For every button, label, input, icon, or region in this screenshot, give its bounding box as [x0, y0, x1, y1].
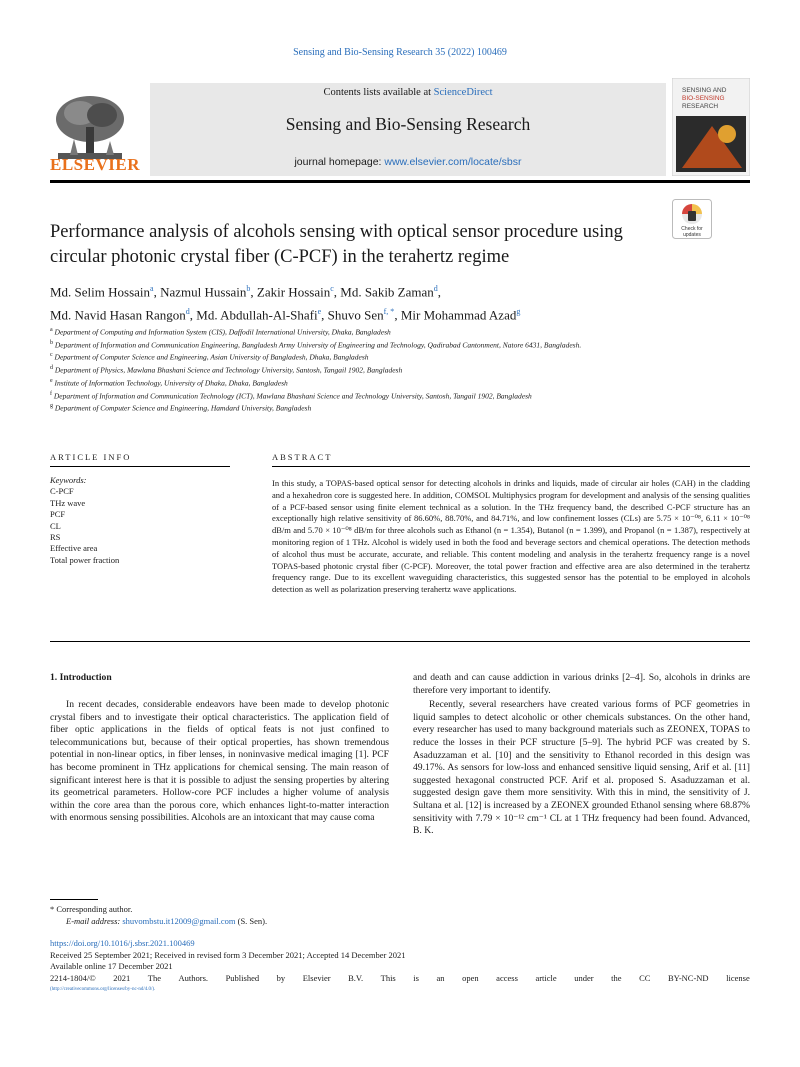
journal-homepage	[150, 156, 666, 168]
check-updates-line-2: updates	[683, 232, 701, 238]
contents-available	[150, 87, 666, 98]
doi-link[interactable]: https://doi.org/10.1016/j.sbsr.2021.100469	[50, 938, 195, 948]
journal-masthead	[150, 83, 666, 176]
elsevier-wordmark: ELSEVIER	[50, 155, 140, 174]
license-word: 2214-1804/©	[50, 972, 96, 983]
author-name: Md. Abdullah-Al-Shafi	[196, 307, 318, 323]
author-affiliation-marker[interactable]: e	[317, 307, 322, 317]
affiliation-key: b	[50, 339, 53, 346]
abstract-divider	[272, 466, 750, 467]
keywords-label: Keywords:	[50, 475, 87, 485]
introduction-paragraph: Recently, several researchers have created various forms of PCF geometries in liquid samples to detect alcoholic or other chemicals substances. On the other hand, every researcher has used to many background materials such as ZEONEX, TOPAS to reduce the losses in their PCF structure [5–9]. The hybrid PCF was created by S. Asaduzzaman et al. [10] and the sensitivity to Ethanol recorded in this design was 49.17%. As sensors for low-loss and enhanced sensitive liquid sensing, Arif et al. [11] suggested hexagonal constructed PCF. Arif et al. proposed S. Asaduzzaman et al. suggested design gave them more sensitivity. With this in mind, the sensitivity of J. Sultana et al. [12] is increased by a ZEONEX grounded Ethanol sensing where 68.87% sensitivity with 7.79 × 10⁻¹² cm⁻¹ CL at 1 THz frequency had been found. Advanced, B. K.	[413, 699, 750, 837]
affiliation-item	[50, 338, 750, 351]
author-affiliation-marker[interactable]: f, *	[383, 307, 395, 317]
introduction-column-right	[413, 672, 750, 838]
license-word: under	[574, 972, 594, 983]
license-word: The	[147, 972, 161, 983]
journal-cover-thumbnail	[672, 78, 750, 176]
keyword-item: C-PCF	[50, 486, 74, 497]
license-word: This	[380, 972, 396, 983]
cover-line-2: BIO-SENSING	[682, 95, 725, 102]
email-label: E-mail address:	[66, 916, 123, 926]
affiliation-item	[50, 363, 750, 376]
contents-prefix: Contents lists available at	[323, 87, 434, 98]
author-name: Zakir Hossain	[256, 284, 331, 300]
affiliation-text: Department of Computer Science and Engineering, Hamdard University, Bangladesh	[54, 403, 312, 413]
keyword-item: PCF	[50, 509, 66, 520]
available-online: Available online 17 December 2021	[50, 961, 173, 971]
sciencedirect-link[interactable]: ScienceDirect	[433, 87, 493, 98]
author-affiliation-marker[interactable]: c	[330, 284, 334, 293]
author-name: Nazmul Hussain	[160, 284, 247, 300]
introduction-paragraph-left: In recent decades, considerable endeavors have been made to develop photonic crystal fibers and to investigate their optical characteristics. The application field of fiber optic applications in the fields of optical feats is not just confined to telecommunications but, because of their optical properties, has shown tremendous potential in non-linear optics, in fiber lenses, in noninvasive medical imaging [1]. PCF has become prominent in THz applications for chemical sensing. The main reason of significant interest here is that it is possible to adjust the sensing properties by altering its geometrical parameters. Hollow-core PCF includes a higher volume of analysis within the core area than the porous core, which enhances light-to-matter interaction with enormous sensing possibilities. Alcohols are an intoxicant that may cause coma	[50, 699, 389, 824]
affiliation-item	[50, 401, 750, 414]
license-url-link[interactable]: (http://creativecommons.org/licenses/by-nc-nd/4.0/).	[50, 987, 156, 992]
affiliation-list	[50, 325, 750, 414]
check-updates-line-1: Check for	[681, 226, 703, 232]
affiliation-text: Department of Information and Communication Engineering, Bangladesh Army University of Engineering and Technology, Qadirabad Cantonment, Natore 6431, Bangladesh.	[54, 340, 582, 350]
check-for-updates-icon[interactable]	[672, 199, 712, 239]
email-line	[50, 915, 390, 927]
author-name: Md. Selim Hossain	[50, 284, 151, 300]
article-footer	[50, 938, 750, 996]
keywords-block	[50, 475, 230, 566]
author-name: Md. Navid Hasan Rangon	[50, 307, 186, 323]
header-divider	[50, 180, 750, 183]
corresponding-author-note: * Corresponding author.	[50, 904, 133, 914]
article-info-heading: ARTICLE INFO	[50, 452, 132, 462]
license-word: access	[496, 972, 518, 983]
license-word: license	[726, 972, 750, 983]
keyword-item: Effective area	[50, 543, 98, 554]
license-word: CC	[639, 972, 651, 983]
cover-line-1: SENSING AND	[682, 87, 727, 94]
license-word: 2021	[113, 972, 131, 983]
affiliation-key: c	[50, 352, 53, 359]
affiliation-key: g	[50, 403, 53, 410]
license-statement	[50, 973, 750, 985]
affiliation-key: e	[50, 377, 53, 384]
footnote	[50, 903, 390, 927]
author-affiliation-marker[interactable]: a	[150, 284, 154, 293]
author-name: Md. Sakib Zaman	[340, 284, 434, 300]
affiliation-text: Department of Computer Science and Engineering, Asian University of Bangladesh, Dhaka, Bangladesh	[54, 352, 369, 362]
email-suffix: (S. Sen).	[235, 916, 268, 926]
received-dates: Received 25 September 2021; Received in revised form 3 December 2021; Accepted 14 December 2021	[50, 949, 406, 960]
footnote-divider	[50, 899, 98, 900]
affiliation-item	[50, 325, 750, 338]
affiliation-item	[50, 350, 750, 363]
article-info-divider	[50, 466, 230, 467]
homepage-prefix: journal homepage:	[294, 156, 385, 168]
abstract-bottom-divider	[50, 641, 750, 642]
journal-title: Sensing and Bio-Sensing Research	[285, 114, 531, 134]
keyword-item: Total power fraction	[50, 554, 120, 565]
cover-line-3: RESEARCH	[682, 103, 719, 110]
author-affiliation-marker[interactable]: d	[185, 307, 190, 317]
license-word: the	[611, 972, 622, 983]
affiliation-item	[50, 389, 750, 402]
author-name: Mir Mohammad Azad	[400, 307, 517, 323]
license-word: Elsevier	[302, 972, 331, 983]
license-word: article	[535, 972, 557, 983]
abstract-text: In this study, a TOPAS-based optical sensor for detecting alcohols in drinks and liquids, made of circular air holes (CAH) in the cladding and a hexahedron core is suggested here. In addition, COMSOL Multiphysics program for development and analysis of the sensing qualities of a PCF-based sensor using finite element technical as a solution. In the THz frequency band, the described C-PCF structure has an exceptionally high relative sensitivity of 86.60%, 88.70%, and 84.71%, and low confinement losses (CLs) are 5.75 × 10⁻⁰⁸, 6.11 × 10⁻⁰⁸ dB/m and 5.70 × 10⁻⁰⁸ dB/m for three alcohols such as Ethanol (n = 1.354), Butanol (n = 1.399), and Propanol (n = 1.387), respectively at monitoring region of 1 THz. Alcohol is widely used in both the food and beverage sectors and chemical operations. The detection methods of alcohol thus must be accurate, accurate, and reliable. This content modeling and analysis in the terahertz frequency range is a novel TOPAS-based photonic crystal fiber (C-PCF). Moreover, the total power fraction and effective area are also determined in the terahertz frequency range. Due to its excellent waveguiding characteristics, this suggested sensor has the potential to be employed in alcohols detection as well as polarization preserving terahertz wave applications.	[272, 478, 750, 595]
affiliation-text: Department of Computing and Information System (CIS), Daffodil International University, Dhaka, Bangladesh	[54, 327, 391, 337]
homepage-link[interactable]: www.elsevier.com/locate/sbsr	[384, 156, 522, 168]
author-affiliation-marker[interactable]: d	[433, 284, 438, 293]
affiliation-key: f	[50, 390, 52, 397]
introduction-paragraph: and death and can cause addiction in various drinks [2–4]. So, alcohols in drinks are therefore very important to identify.	[413, 672, 750, 696]
email-link[interactable]: shuvombstu.it12009@gmail.com	[122, 916, 236, 926]
journal-reference[interactable]: Sensing and Bio-Sensing Research 35 (2022) 100469	[293, 47, 507, 58]
author-list: Md. Selim Hossain$^a$, Nazmul Hussain$^b$, Zakir Hossain$^c$, Md. Sakib Zaman$^d$, Md. Navid Hasan Rangon$^d$, Md. Abdullah-Al-Shafi$^e$, Shuvo Sen$^{f, *}$, Mir Mohammad Azad$^g$	[50, 284, 521, 323]
author-name: Shuvo Sen	[327, 307, 384, 323]
affiliation-text: Institute of Information Technology, University of Dhaka, Dhaka, Bangladesh	[54, 378, 288, 388]
keyword-item: THz wave	[50, 497, 86, 508]
license-word: B.V.	[348, 972, 364, 983]
license-word: open	[462, 972, 479, 983]
affiliation-key: d	[50, 365, 53, 372]
license-word: Authors.	[178, 972, 209, 983]
introduction-heading: 1. Introduction	[50, 672, 112, 683]
license-word: by	[276, 972, 286, 983]
author-affiliation-marker[interactable]: b	[246, 284, 251, 293]
affiliation-text: Department of Information and Communication Technology (ICT), Mawlana Bhashani Science and Technology University, Santosh, Tangail 1902, Bangladesh	[53, 391, 532, 401]
license-word: is	[413, 972, 419, 983]
keyword-item: RS	[50, 532, 61, 543]
license-word: Published	[225, 972, 260, 983]
affiliation-key: a	[50, 327, 53, 333]
affiliation-text: Department of Physics, Mawlana Bhashani Science and Technology University, Santosh, Tangail 1902, Bangladesh	[54, 365, 403, 375]
license-word: BY-NC-ND	[667, 972, 709, 983]
article-title: Performance analysis of alcohols sensing with optical sensor procedure using circular photonic crystal fiber (C-PCF) in the terahertz regime	[50, 222, 623, 267]
abstract-heading: ABSTRACT	[272, 452, 333, 462]
author-affiliation-marker[interactable]: g	[516, 307, 521, 317]
license-word: an	[436, 972, 445, 983]
keyword-item: CL	[50, 520, 61, 531]
affiliation-item	[50, 376, 750, 389]
